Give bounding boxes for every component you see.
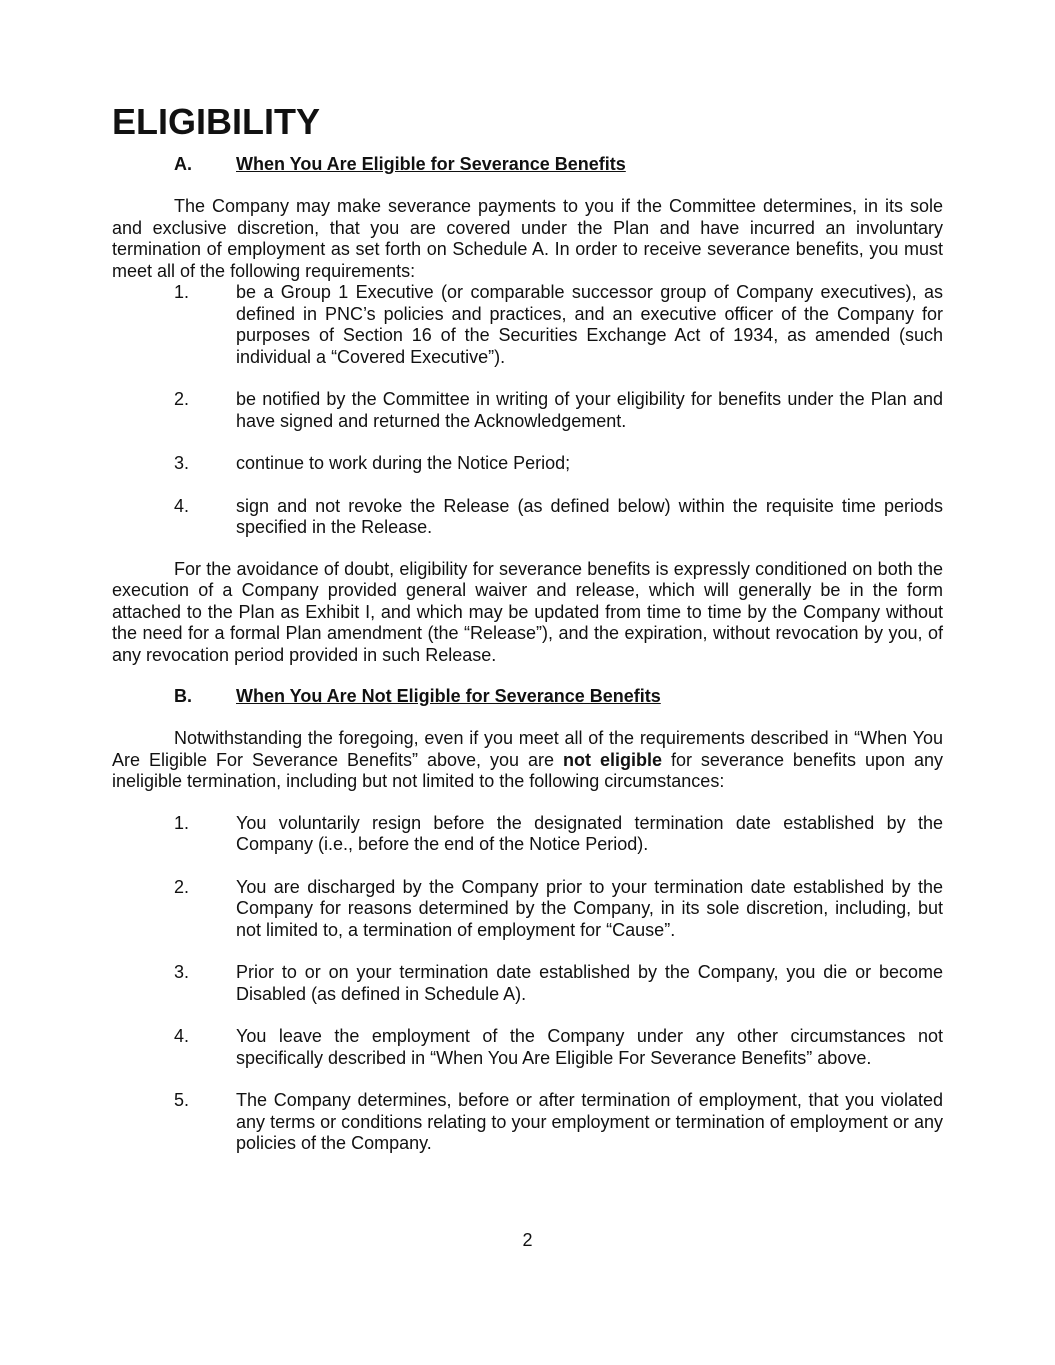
not-eligible-emphasis: not eligible [562,749,662,770]
document-page [112,101,943,1155]
list-item-text: sign and not revoke the Release (as defined below) within the requisite time periods specified in the Release. [236,495,943,537]
list-item [112,813,943,856]
list-item-number: 1. [174,812,190,833]
list-item-text: continue to work during the Notice Period; [236,453,571,473]
list-item-text: be notified by the Committee in writing of your eligibility for benefits under the Plan and have signed and returned the Acknowledgement. [236,389,943,431]
list-item [112,1026,943,1069]
list-item [112,282,943,368]
subsection-b-title: When You Are Not Eligible for Severance Benefits [236,686,661,706]
list-item-number: 5. [174,1090,190,1110]
subsection-a-heading [112,152,943,176]
eligibility-requirements-list [112,282,943,539]
subsection-a-intro: The Company may make severance payments to you if the Committee determines, in its sole and exclusive discretion, that you are covered under the Plan and have incurred an involuntary termination of employment as set forth on Schedule A. In order to receive severance benefits, you must meet all of the following requirements: [112,196,943,281]
list-item [112,389,943,432]
list-item [112,1090,943,1155]
list-item-text: be a Group 1 Executive (or comparable successor group of Company executives), as defined in PNC’s policies and practices, and an executive officer of the Company for purposes of Section 16 of the Securities Exchange Act of 1934, as amended (such individual a “Covered Executive”). [236,282,943,367]
list-item-number: 4. [174,495,190,516]
list-item-text: You leave the employment of the Company under any other circumstances not specifically described in “When You Are Eligible For Severance Benefits” above. [236,1026,943,1068]
subsection-a-title: When You Are Eligible for Severance Benefits [236,154,626,174]
list-item-number: 1. [174,282,190,302]
subsection-b-intro [112,728,943,793]
subsection-a-closing: For the avoidance of doubt, eligibility for severance benefits is expressly conditioned on both the execution of a Company provided general waiver and release, which will generally be in the form attached to the Plan as Exhibit I, and which may be updated from time to time by the Company without the need for a formal Plan amendment (the “Release”), and the expiration, without revocation by you, of any revocation period provided in such Release. [112,558,943,665]
section-heading: ELIGIBILITY [112,101,321,142]
list-item [112,496,943,539]
list-item-number: 3. [174,962,190,982]
list-item-number: 2. [174,389,190,409]
list-item-text: You are discharged by the Company prior to your termination date established by the Company for reasons determined by the Company, in its sole discretion, including, but not limited to, a termination of employment for “Cause”. [236,876,943,940]
list-item-text: Prior to or on your termination date established by the Company, you die or become Disabled (as defined in Schedule A). [236,962,943,1004]
list-item-number: 2. [174,876,190,897]
list-item-number: 4. [174,1026,190,1046]
list-item [112,962,943,1005]
page-number: 2 [522,1230,533,1250]
list-item-text: The Company determines, before or after termination of employment, that you violated any terms or conditions relating to your employment or termination of employment or any policies of the Company. [236,1090,943,1153]
list-item-number: 3. [174,453,190,473]
subsection-b-intro-end: for severance benefits upon any ineligible termination, including but not limited to the following circumstances: [112,749,943,791]
subsection-b-intro-start: Notwithstanding the foregoing, even if you meet all of the requirements described in “When You Are Eligible For Severance Benefits” above, you are [112,728,943,770]
subsection-a-letter: A. [174,154,192,174]
list-item [112,453,943,475]
list-item-text: You voluntarily resign before the designated termination date established by the Company (i.e., before the end of the Notice Period). [236,812,943,854]
list-item [112,877,943,942]
ineligible-circumstances-list [112,813,943,1155]
subsection-b-heading [112,684,943,708]
subsection-b-letter: B. [174,686,192,706]
